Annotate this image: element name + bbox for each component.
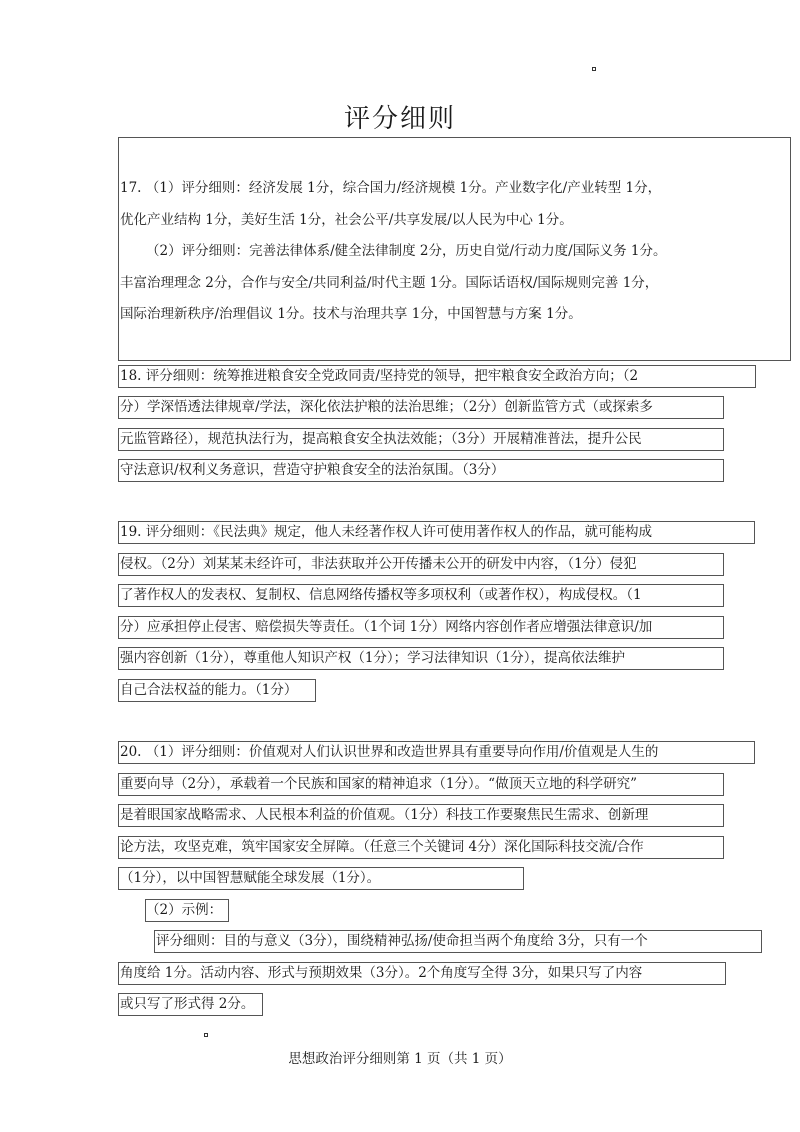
q20-line-5: （1分），以中国智慧赋能全球发展（1分）。 (120, 870, 381, 886)
q19-line-4: 分）应承担停止侵害、赔偿损失等责任。（1个词 1分）网络内容创作者应增强法律意识/加 (120, 619, 653, 635)
q20-example-line-1: 评分细则：目的与意义（3分），围绕精神弘扬/使命担当两个角度给 3分，只有一个 (156, 933, 648, 949)
q20-line-4: 论方法，攻坚克难，筑牢国家安全屏障。（任意三个关键词 4分）深化国际科技交流/合作 (120, 839, 644, 855)
corner-mark-top (592, 67, 596, 71)
q19-line-1: 19. 评分细则：《民法典》规定，他人未经著作权人许可使用著作权人的作品，就可能构成 (120, 524, 653, 540)
page-title: 评分细则 (343, 104, 456, 134)
page-footer: 思想政治评分细则第 1 页（共 1 页） (288, 1051, 512, 1067)
q19-line-2: 侵权。（2分）刘某某未经许可，非法获取并公开传播未公开的研发中内容，（1分）侵犯 (120, 556, 637, 572)
q20-line-3: 是着眼国家战略需求、人民根本利益的价值观。（1分）科技工作要聚焦民生需求、创新理 (120, 807, 649, 823)
q17-line-3: （2）评分细则：完善法律体系/健全法律制度 2分，历史自觉/行动力度/国际义务 1分。 (146, 243, 667, 259)
q17-line-4: 丰富治理理念 2分，合作与安全/共同利益/时代主题 1分。国际话语权/国际规则完善 1分， (120, 275, 659, 291)
q19-line-3: 了著作权人的发表权、复制权、信息网络传播权等多项权利（或著作权），构成侵权。（1 (120, 587, 642, 603)
q19-line-6: 自己合法权益的能力。（1分） (120, 682, 298, 698)
q17-line-2: 优化产业结构 1分，美好生活 1分，社会公平/共享发展/以人民为中心 1分。 (120, 212, 573, 228)
q18-line-3: 元监管路径），规范执法行为，提高粮食安全执法效能；（3分）开展精准普法，提升公民 (120, 431, 642, 447)
q20-example-line-2: 角度给 1分。活动内容、形式与预期效果（3分）。2个角度写全得 3分，如果只写了内容 (120, 965, 643, 981)
q18-line-4: 守法意识/权利义务意识，营造守护粮食安全的法治氛围。（3分） (120, 462, 505, 478)
q20-example-line-3: 或只写了形式得 2分。 (120, 996, 255, 1012)
q20-example-label: （2）示例： (146, 902, 223, 918)
q20-line-1: 20. （1）评分细则：价值观对人们认识世界和改造世界具有重要导向作用/价值观是人生的 (120, 744, 659, 760)
q19-line-5: 强内容创新（1分），尊重他人知识产权（1分）；学习法律知识（1分），提高依法维护 (120, 650, 626, 666)
q17-line-1: 17. （1）评分细则：经济发展 1分，综合国力/经济规模 1分。产业数字化/产业转型 1分， (120, 180, 662, 196)
q20-line-2: 重要向导（2分），承载着一个民族和国家的精神追求（1分）。“做顶天立地的科学研究” (120, 776, 637, 792)
q18-line-1: 18. 评分细则：统筹推进粮食安全党政同责/坚持党的领导，把牢粮食安全政治方向；（2 (120, 368, 639, 384)
corner-mark-bottom (204, 1033, 208, 1037)
q17-line-5: 国际治理新秩序/治理倡议 1分。技术与治理共享 1分，中国智慧与方案 1分。 (120, 306, 582, 322)
q18-line-2: 分）学深悟透法律规章/学法，深化依法护粮的法治思维；（2分）创新监管方式（或探索多 (120, 399, 653, 415)
